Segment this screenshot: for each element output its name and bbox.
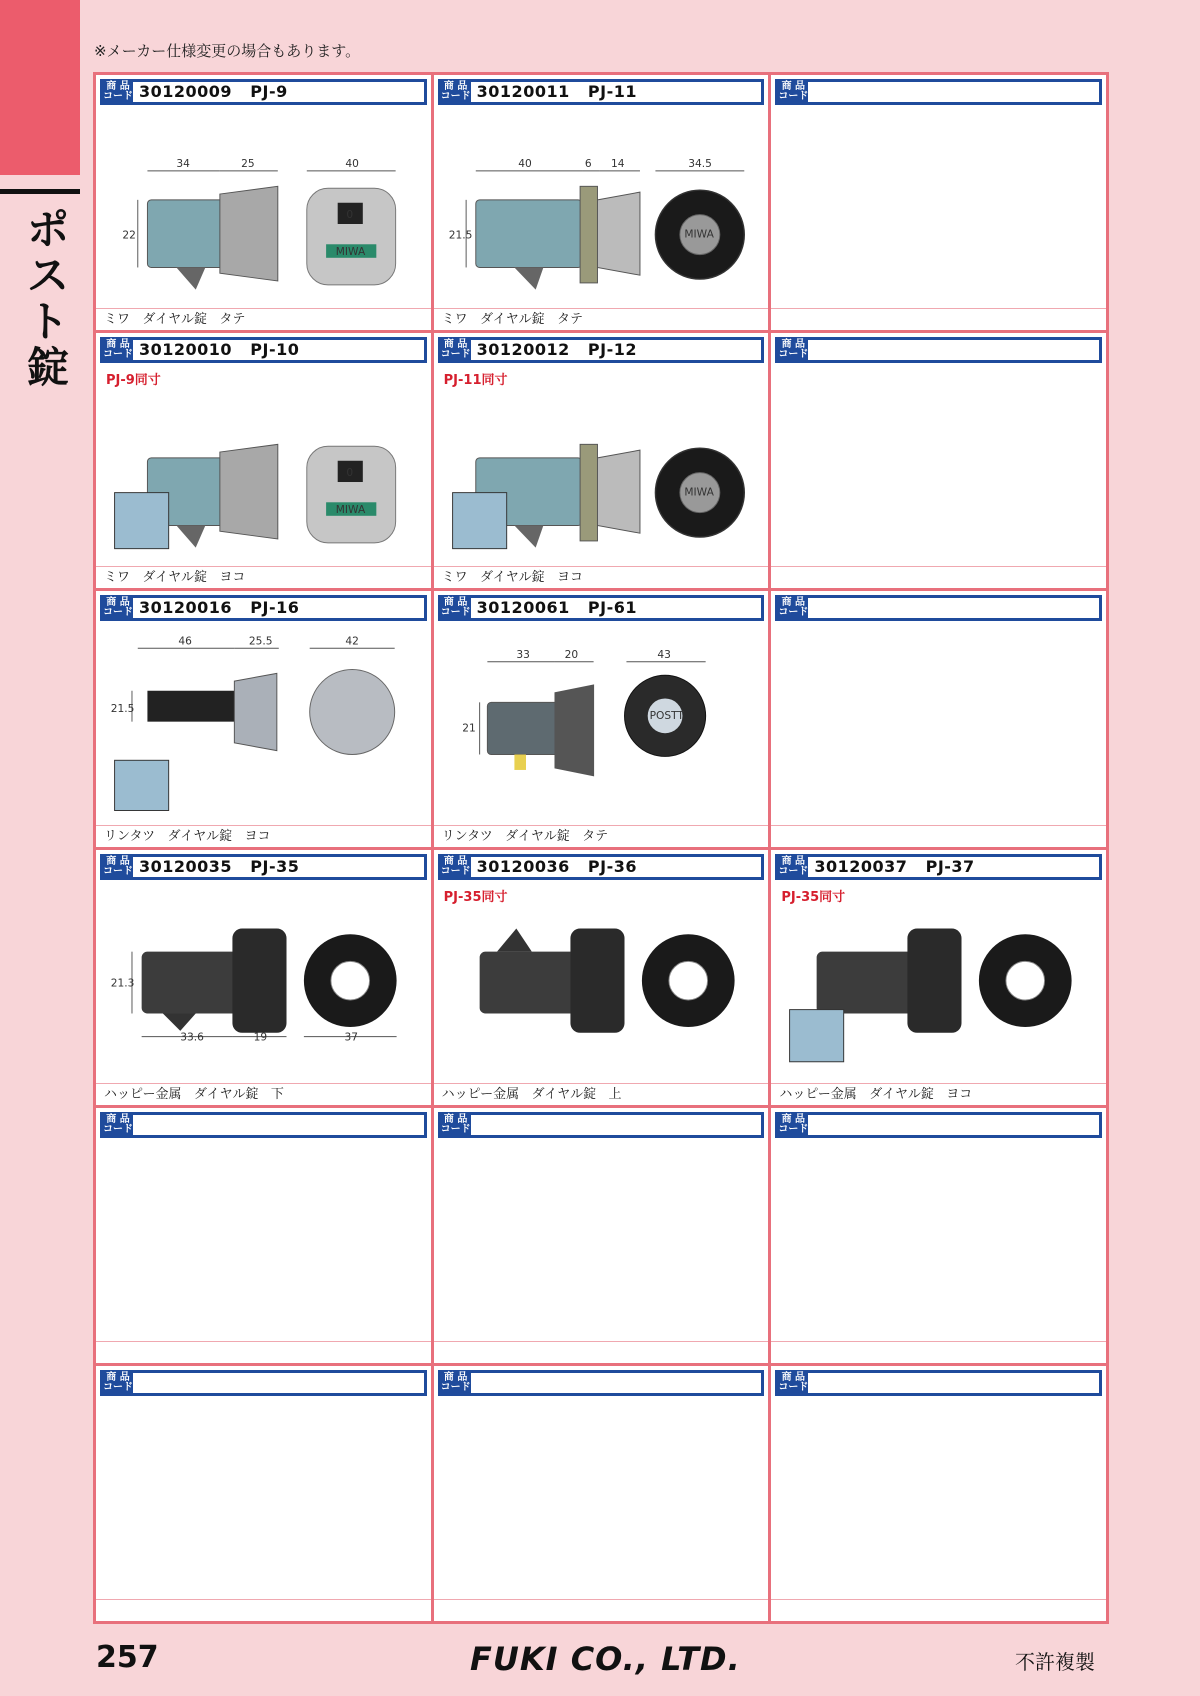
product-drawing [440,627,763,820]
spec-change-note: ※メーカー仕様変更の場合もあります。 [94,42,361,60]
company-name: FUKI CO., LTD. [470,1640,741,1678]
product-illustration [777,627,1100,820]
product-code-bar [775,79,1102,105]
product-caption: ミワ ダイヤル錠 ヨコ [434,566,769,588]
product-drawing [102,1144,425,1337]
code-tag-line: 商 品 [106,1113,130,1125]
product-drawing [102,627,425,820]
product-code-bar [100,1112,427,1138]
product-illustration [102,1402,425,1595]
code-tag-line: コード [440,349,471,361]
brand-logo: MIWA [684,485,714,499]
code-tag-line: 商 品 [106,855,130,867]
code-tag-line: コード [440,1123,471,1135]
code-tag-line: コード [103,865,133,877]
product-illustration [102,1144,425,1337]
product-code-bar [100,854,427,880]
product-code-bar [100,79,427,105]
code-tag-line: 商 品 [781,855,806,867]
product-caption: リンタツ ダイヤル錠 タテ [434,825,769,847]
product-code-tag [103,1373,133,1393]
product-code-tag [103,857,133,877]
dimension-dial: 37 [344,1030,358,1044]
product-cell [771,1108,1106,1363]
lock-knob [220,186,278,281]
code-tag-line: コード [103,1381,133,1393]
product-drawing [102,886,425,1079]
dimension-knob: 19 [253,1030,268,1044]
product-code [808,1373,814,1393]
dimension-knob: 14 [610,157,625,171]
code-tag-line: 商 品 [443,339,468,351]
product-code: 30120035 PJ-35 [139,856,300,876]
product-drawing [440,1144,763,1337]
product-code [133,1373,139,1393]
product-code-tag [441,857,471,877]
dimension-width: 46 [178,634,192,648]
product-caption: ハッピー金属 ダイヤル錠 ヨコ [771,1083,1106,1105]
page-number: 257 [96,1640,159,1675]
product-illustration [102,111,425,304]
code-tag-line: コード [778,349,809,361]
product-caption [771,825,1106,847]
product-code [808,1115,814,1135]
lock-knob [597,450,639,533]
dimension-height: 21.5 [448,228,473,242]
product-illustration [440,369,763,562]
latch-bolt [497,928,532,951]
inset-photo [790,1009,844,1061]
code-tag-line: コード [440,91,471,102]
brand-logo: MIWA [335,244,366,258]
product-cell [96,850,431,1105]
product-code: 30120016 PJ-16 [139,598,300,618]
product-illustration [440,1402,763,1595]
code-tag-line: 商 品 [781,81,806,92]
dimension-knob: 25.5 [248,634,273,648]
product-code-tag [103,82,133,102]
product-caption: ミワ ダイヤル錠 タテ [434,308,769,330]
dial-face [307,446,396,543]
product-code-tag [103,1115,133,1135]
product-caption [96,1341,431,1363]
product-drawing [102,1402,425,1595]
product-caption [96,1599,431,1621]
dial-center [669,961,708,1000]
product-cell [434,75,769,330]
code-tag-line: コード [778,1381,809,1393]
dial-face [310,670,395,755]
product-cell [771,333,1106,588]
copyright-notice: 不許複製 [1015,1650,1095,1674]
dimension-height: 21.3 [110,975,135,989]
product-drawing [777,1144,1100,1337]
code-tag-line: 商 品 [443,855,468,867]
lock-cylinder [479,951,576,1013]
product-illustration [102,627,425,820]
product-code-tag [441,598,471,618]
product-illustration [440,111,763,304]
product-cell [96,333,431,588]
lock-cylinder [475,200,581,268]
product-cell [434,591,769,846]
dimension-knob: 25 [241,157,255,171]
product-drawing [777,627,1100,820]
product-code-tag [778,82,808,102]
code-tag-line: コード [778,607,809,619]
dimension-knob: 20 [564,648,578,662]
dimension-height: 21.5 [110,702,135,716]
product-caption [771,1341,1106,1363]
dimension-dial: 42 [345,634,359,648]
lock-cylinder [147,691,244,722]
product-code-bar [438,1112,765,1138]
dimension-dial: 34.5 [687,157,712,171]
product-code-tag [441,1115,471,1135]
product-code [471,1373,477,1393]
product-code-bar [100,337,427,363]
product-code-bar [438,79,765,105]
product-caption: ミワ ダイヤル錠 ヨコ [96,566,431,588]
lock-cylinder [142,951,239,1013]
product-code-tag [778,1115,808,1135]
dimension-height: 22 [122,228,136,242]
code-tag-line: コード [440,607,471,619]
product-code-bar [438,595,765,621]
product-caption: ハッピー金属 ダイヤル錠 下 [96,1083,431,1105]
code-tag-line: 商 品 [106,597,130,609]
dial-number: 0 [346,208,354,222]
product-code-bar [775,854,1102,880]
product-drawing [440,111,763,304]
code-tag-line: コード [440,865,471,877]
product-code [471,1115,477,1135]
latch-bolt [514,526,543,548]
product-code: 30120010 PJ-10 [139,340,300,360]
product-code-tag [103,340,133,360]
product-cell [96,591,431,846]
lock-nut [580,186,597,283]
product-illustration [777,1402,1100,1595]
product-drawing [440,1402,763,1595]
section-rule [0,189,80,194]
product-code [808,598,814,618]
product-illustration [777,886,1100,1079]
dimension-nut: 6 [584,157,592,171]
latch-bolt [176,267,205,289]
product-illustration [102,369,425,562]
product-caption [771,566,1106,588]
code-tag-line: コード [778,865,809,877]
product-code-tag [778,1373,808,1393]
product-caption: ハッピー金属 ダイヤル錠 上 [434,1083,769,1105]
product-drawing [440,886,763,1079]
brand-logo: MIWA [335,503,366,517]
product-cell [771,850,1106,1105]
same-size-note: PJ-35同寸 [781,889,846,905]
product-caption: リンタツ ダイヤル錠 ヨコ [96,825,431,847]
product-drawing [777,369,1100,562]
product-code-tag [441,1373,471,1393]
product-caption [434,1341,769,1363]
product-code: 30120009 PJ-9 [139,82,288,101]
product-drawing [777,1402,1100,1595]
product-code-bar [438,337,765,363]
dial-center [1006,961,1045,1000]
product-code-bar [775,337,1102,363]
product-cell [771,1366,1106,1621]
dimension-dial: 43 [657,648,671,662]
product-cell [434,1108,769,1363]
section-tab [0,0,80,175]
latch-bolt [514,755,526,770]
inset-photo [115,493,169,549]
product-grid [93,72,1109,1624]
product-code-bar [775,595,1102,621]
code-tag-line: 商 品 [106,339,130,351]
lock-knob [570,928,624,1032]
product-code: 30120061 PJ-61 [476,598,638,618]
code-tag-line: コード [103,349,133,361]
brand-logo: MIWA [684,227,714,241]
code-tag-line: 商 品 [443,81,468,92]
code-tag-line: 商 品 [443,1371,468,1383]
product-code-bar [775,1370,1102,1396]
code-tag-line: コード [103,91,133,102]
lock-knob [234,674,276,751]
dimension-width: 33 [515,648,530,662]
product-illustration [102,886,425,1079]
product-illustration [777,369,1100,562]
latch-bolt [163,1013,196,1030]
lock-knob [220,444,278,539]
code-tag-line: コード [778,1123,809,1135]
dial-number: 0 [346,466,354,480]
code-tag-line: 商 品 [781,1113,806,1125]
lock-knob [555,685,594,776]
product-code-tag [778,598,808,618]
product-code-bar [100,595,427,621]
same-size-note: PJ-11同寸 [443,373,508,389]
lock-knob [597,192,639,275]
latch-bolt [176,526,205,548]
product-code: 30120011 PJ-11 [476,82,638,101]
inset-photo [452,493,506,549]
lock-knob [908,928,962,1032]
same-size-note: PJ-9同寸 [106,373,161,389]
lock-cylinder [817,951,914,1013]
product-code-bar [438,1370,765,1396]
product-drawing [777,886,1100,1079]
product-illustration [440,1144,763,1337]
product-code-tag [778,857,808,877]
product-code: 30120037 PJ-37 [814,856,975,876]
product-drawing [777,111,1100,304]
product-code [133,1115,139,1135]
product-code-tag [778,340,808,360]
dimension-width: 33.6 [180,1030,204,1044]
product-code-bar [438,854,765,880]
product-cell [434,1366,769,1621]
dial-center [331,961,370,1000]
dimension-width: 40 [517,157,532,171]
product-code [808,340,814,360]
product-code-tag [441,82,471,102]
inset-photo [115,761,169,811]
product-cell [771,591,1106,846]
dimension-height: 21 [461,721,476,735]
product-drawing [102,111,425,304]
code-tag-line: 商 品 [781,339,806,351]
dimension-dial: 40 [345,157,359,171]
product-illustration [777,111,1100,304]
product-illustration [440,627,763,820]
product-code: 30120012 PJ-12 [476,340,638,360]
latch-bolt [514,267,543,289]
product-code-bar [100,1370,427,1396]
product-caption: ミワ ダイヤル錠 タテ [96,308,431,330]
code-tag-line: 商 品 [443,597,468,609]
section-label: ポ ス ト 錠 [26,205,69,392]
product-code-tag [103,598,133,618]
product-caption [771,1599,1106,1621]
code-tag-line: 商 品 [443,1113,468,1125]
code-tag-line: 商 品 [781,597,806,609]
code-tag-line: 商 品 [106,81,130,92]
product-cell [96,1108,431,1363]
code-tag-line: コード [440,1381,471,1393]
product-caption [771,308,1106,330]
code-tag-line: 商 品 [781,1371,806,1383]
product-cell [96,1366,431,1621]
same-size-note: PJ-35同寸 [443,889,508,905]
lock-nut [580,444,597,541]
code-tag-line: コード [103,1123,133,1135]
brand-logo: POSTT [649,709,684,723]
dimension-width: 34 [176,157,190,171]
product-code [808,82,814,102]
product-code-bar [775,1112,1102,1138]
product-cell [96,75,431,330]
product-cell [771,75,1106,330]
product-drawing [102,369,425,562]
product-code-tag [441,340,471,360]
product-drawing [440,369,763,562]
product-cell [434,850,769,1105]
code-tag-line: 商 品 [106,1371,130,1383]
product-illustration [440,886,763,1079]
lock-knob [232,928,286,1032]
product-illustration [777,1144,1100,1337]
code-tag-line: コード [103,607,133,619]
product-caption [434,1599,769,1621]
product-cell [434,333,769,588]
code-tag-line: コード [778,91,809,102]
product-code: 30120036 PJ-36 [476,856,638,876]
